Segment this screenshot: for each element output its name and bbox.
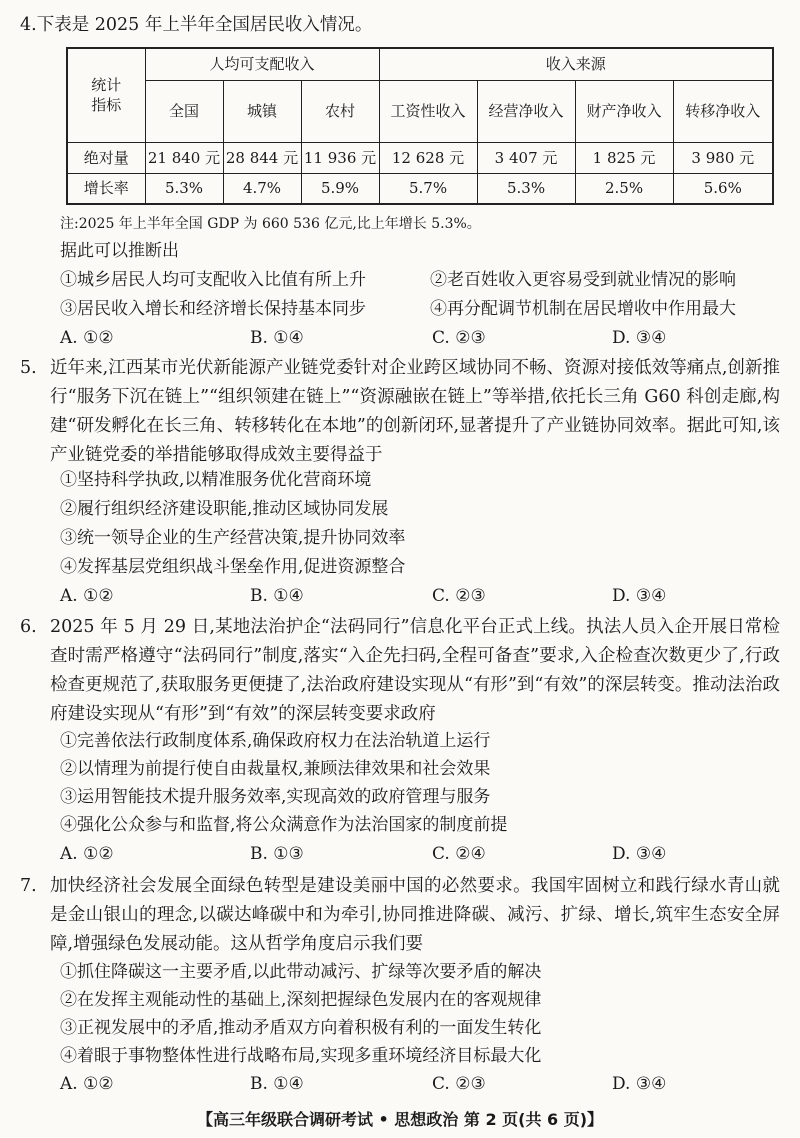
q5-stem-text: 近年来,江西某市光伏新能源产业链党委针对企业跨区域协同不畅、资源对接低效等痛点,创新推行“服务下沉在链上”“组织领建在链上”“资源融嵌在链上”等举措,依托长三角 G60 科创走廊,构建“研发孵化在长三角、转移转化在本地”的创新闭环,显著提升了产业链协同效率。据此可知,该产业链党委的举措能够取得成效主要得益于 xyxy=(50,358,780,465)
q7-statement-1: ①抓住降碳这一主要矛盾,以此带动减污、扩绿等次要矛盾的解决 xyxy=(60,962,542,982)
q5-statement-3: ③统一领导企业的生产经营决策,提升协同效率 xyxy=(60,528,406,548)
q7-choice-c[interactable]: C. ②③ xyxy=(432,1074,486,1094)
q5-statement-2: ②履行组织经济建设职能,推动区域协同发展 xyxy=(60,499,389,519)
q4-stem xyxy=(20,14,372,36)
q4-statement-3: ③居民收入增长和经济增长保持基本同步 xyxy=(60,299,366,319)
q6-stem-text: 2025 年 5 月 29 日,某地法治护企“法码同行”信息化平台正式上线。执法人员入企开展日常检查时需严格遵守“法码同行”制度,落实“入企先扫码,全程可备查”要求,入企检查次数更少了,行政检查更规范了,获取服务更便捷了,法治政府建设实现从“有形”到“有效”的深层转变。推动法治政府建设实现从“有形”到“有效”的深层转变要求政府 xyxy=(50,617,780,724)
table-column-header: 工资性收入 xyxy=(379,80,477,142)
q5-choice-c[interactable]: C. ②③ xyxy=(432,586,486,606)
q5-number: 5. xyxy=(20,358,37,378)
table-column-header: 全国 xyxy=(145,80,223,142)
q7-stem-text: 加快经济社会发展全面绿色转型是建设美丽中国的必然要求。我国牢固树立和践行绿水青山就是金山银山的理念,以碳达峰碳中和为牵引,协同推进降碳、减污、扩绿、增长,筑牢生态安全屏障,增强绿色发展动能。这从哲学角度启示我们要 xyxy=(50,876,780,954)
q7-statement-4: ④着眼于事物整体性进行战略布局,实现多重环境经济目标最大化 xyxy=(60,1046,542,1066)
income-table xyxy=(66,47,774,205)
q5-choice-b[interactable]: B. ①④ xyxy=(250,586,304,606)
q5-statement-4: ④发挥基层党组织战斗堡垒作用,促进资源整合 xyxy=(60,557,406,577)
q4-lead: 据此可以推断出 xyxy=(60,241,179,261)
q7-choice-b[interactable]: B. ①④ xyxy=(250,1074,304,1094)
page-footer: 【高三年级联合调研考试 • 思想政治 第 2 页(共 6 页)】 xyxy=(196,1110,604,1129)
table-group-header-income: 人均可支配收入 xyxy=(145,48,379,80)
q5-statement-1: ①坚持科学执政,以精准服务优化营商环境 xyxy=(60,470,372,490)
table-row xyxy=(67,173,773,204)
q4-stem-text: 下表是 2025 年上半年全国居民收入情况。 xyxy=(36,15,373,35)
table-cell: 21 840 元 xyxy=(145,142,223,173)
q7-stem xyxy=(20,872,780,959)
q4-choice-d[interactable]: D. ③④ xyxy=(612,328,667,348)
table-cell: 5.3% xyxy=(145,173,223,204)
q5-stem xyxy=(20,354,780,470)
table-cell: 3 980 元 xyxy=(673,142,773,173)
q6-choice-a[interactable]: A. ①② xyxy=(60,844,114,864)
table-cell: 5.9% xyxy=(301,173,379,204)
q6-choice-b[interactable]: B. ①③ xyxy=(250,844,304,864)
table-cell: 5.6% xyxy=(673,173,773,204)
q4-statement-2: ②老百姓收入更容易受到就业情况的影响 xyxy=(430,270,736,290)
q7-statement-2: ②在发挥主观能动性的基础上,深刻把握绿色发展内在的客观规律 xyxy=(60,990,542,1010)
table-note: 注:2025 年上半年全国 GDP 为 660 536 亿元,比上年增长 5.3%。 xyxy=(60,216,481,232)
table-column-header: 财产净收入 xyxy=(575,80,673,142)
table-row xyxy=(67,142,773,173)
q6-statement-4: ④强化公众参与和监督,将公众满意作为法治国家的制度前提 xyxy=(60,815,508,835)
q6-statement-1: ①完善依法行政制度体系,确保政府权力在法治轨道上运行 xyxy=(60,731,491,751)
table-cell: 12 628 元 xyxy=(379,142,477,173)
table-cell: 4.7% xyxy=(223,173,301,204)
q6-stem xyxy=(20,613,780,729)
q6-number: 6. xyxy=(20,617,37,637)
q4-statement-4: ④再分配调节机制在居民增收中作用最大 xyxy=(430,299,736,319)
table-row-label: 绝对量 xyxy=(67,142,145,173)
q5-choice-a[interactable]: A. ①② xyxy=(60,586,114,606)
table-row-label: 增长率 xyxy=(67,173,145,204)
q4-choice-a[interactable]: A. ①② xyxy=(60,328,114,348)
table-cell: 11 936 元 xyxy=(301,142,379,173)
q4-number: 4. xyxy=(20,15,37,35)
q7-choice-a[interactable]: A. ①② xyxy=(60,1074,114,1094)
table-cell: 5.3% xyxy=(477,173,575,204)
q7-statement-3: ③正视发展中的矛盾,推动矛盾双方向着积极有利的一面发生转化 xyxy=(60,1018,542,1038)
table-cell: 1 825 元 xyxy=(575,142,673,173)
q5-choice-d[interactable]: D. ③④ xyxy=(612,586,667,606)
q6-choice-c[interactable]: C. ②④ xyxy=(432,844,486,864)
q6-statement-3: ③运用智能技术提升服务效率,实现高效的政府管理与服务 xyxy=(60,787,491,807)
table-column-header: 农村 xyxy=(301,80,379,142)
q4-choice-c[interactable]: C. ②③ xyxy=(432,328,486,348)
table-cell: 3 407 元 xyxy=(477,142,575,173)
table-cell: 5.7% xyxy=(379,173,477,204)
table-cell: 28 844 元 xyxy=(223,142,301,173)
q7-number: 7. xyxy=(20,876,37,896)
table-column-header: 转移净收入 xyxy=(673,80,773,142)
q6-statement-2: ②以情理为前提行使自由裁量权,兼顾法律效果和社会效果 xyxy=(60,759,491,779)
q7-choice-d[interactable]: D. ③④ xyxy=(612,1074,667,1094)
q4-statement-1: ①城乡居民人均可支配收入比值有所上升 xyxy=(60,270,366,290)
table-group-header-source: 收入来源 xyxy=(379,48,773,80)
table-column-header: 经营净收入 xyxy=(477,80,575,142)
table-cell: 2.5% xyxy=(575,173,673,204)
q6-choice-d[interactable]: D. ③④ xyxy=(612,844,667,864)
q4-choice-b[interactable]: B. ①④ xyxy=(250,328,304,348)
table-column-header: 城镇 xyxy=(223,80,301,142)
table-row-header: 统计 指标 xyxy=(67,48,145,142)
